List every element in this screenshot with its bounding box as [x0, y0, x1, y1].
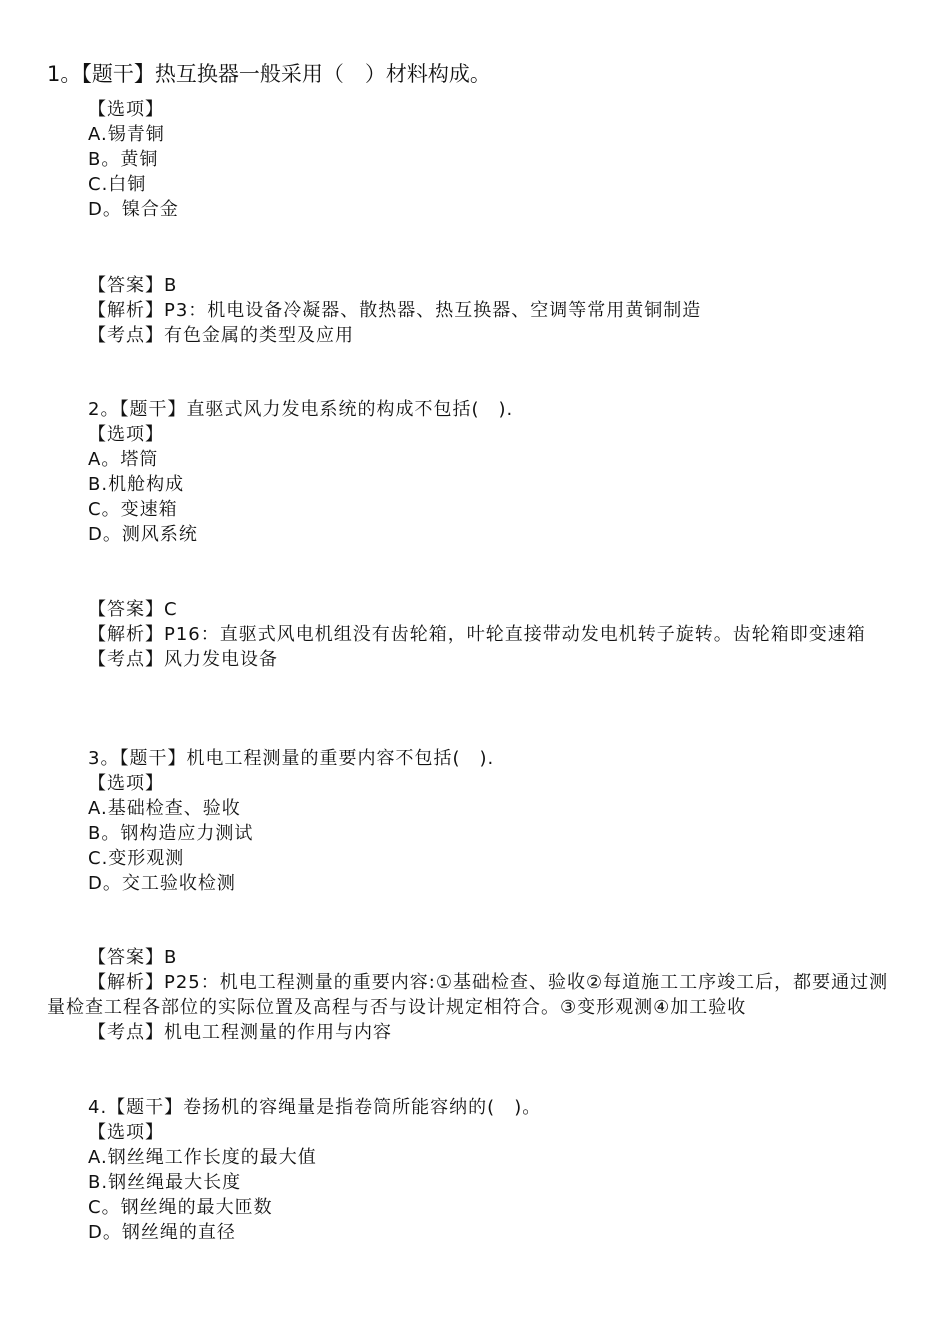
- analysis: 【解析】P3：机电设备冷凝器、散热器、热互换器、空调等常用黄铜制造: [88, 300, 702, 321]
- option-a: A.钢丝绳工作长度的最大值: [88, 1147, 317, 1168]
- question-stem: 4.【题干】卷扬机的容绳量是指卷筒所能容纳的( )。: [88, 1097, 542, 1118]
- option-a: A。塔筒: [88, 449, 159, 470]
- question-2: [0, 397, 950, 547]
- question-stem: 1。【题干】热互换器一般采用（ ）材料构成。: [47, 62, 491, 86]
- option-d: D。钢丝绳的直径: [88, 1222, 236, 1243]
- question-3: [0, 746, 950, 896]
- option-a: A.锡青铜: [88, 124, 165, 145]
- answer-block-3: [0, 945, 950, 1045]
- options-header: 【选项】: [88, 99, 164, 120]
- analysis: 【解析】P25：机电工程测量的重要内容:①基础检查、验收②每道施工工序竣工后，都要通过测量检查工程各部位的实际位置及高程与否与设计规定相符合。③变形观测④加工验收: [47, 972, 889, 1018]
- options-header: 【选项】: [88, 773, 164, 794]
- option-c: C.白铜: [88, 174, 147, 195]
- question-stem: 3。【题干】机电工程测量的重要内容不包括( ).: [88, 748, 495, 769]
- options-header: 【选项】: [88, 424, 164, 445]
- exam-point: 【考点】机电工程测量的作用与内容: [88, 1022, 392, 1043]
- question-4: [0, 1095, 950, 1245]
- option-d: D。镍合金: [88, 199, 179, 220]
- answer: 【答案】C: [88, 599, 178, 620]
- options-header: 【选项】: [88, 1122, 164, 1143]
- option-a: A.基础检查、验收: [88, 798, 241, 819]
- option-b: B。钢构造应力测试: [88, 823, 254, 844]
- option-b: B.钢丝绳最大长度: [88, 1172, 242, 1193]
- answer-block-2: [0, 597, 950, 672]
- option-b: B.机舱构成: [88, 474, 185, 495]
- analysis: 【解析】P16：直驱式风电机组没有齿轮箱，叶轮直接带动发电机转子旋转。齿轮箱即变速箱: [88, 624, 866, 645]
- answer-block-1: [0, 273, 950, 348]
- exam-point: 【考点】有色金属的类型及应用: [88, 325, 354, 346]
- option-c: C.变形观测: [88, 848, 185, 869]
- option-c: C。变速箱: [88, 499, 178, 520]
- option-d: D。交工验收检测: [88, 873, 236, 894]
- option-b: B。黄铜: [88, 149, 159, 170]
- answer: 【答案】B: [88, 275, 178, 296]
- option-c: C。钢丝绳的最大匝数: [88, 1197, 273, 1218]
- exam-point: 【考点】风力发电设备: [88, 649, 278, 670]
- option-d: D。测风系统: [88, 524, 198, 545]
- answer: 【答案】B: [88, 947, 178, 968]
- question-stem: 2。【题干】直驱式风力发电系统的构成不包括( ).: [88, 399, 514, 420]
- question-1: [0, 62, 950, 222]
